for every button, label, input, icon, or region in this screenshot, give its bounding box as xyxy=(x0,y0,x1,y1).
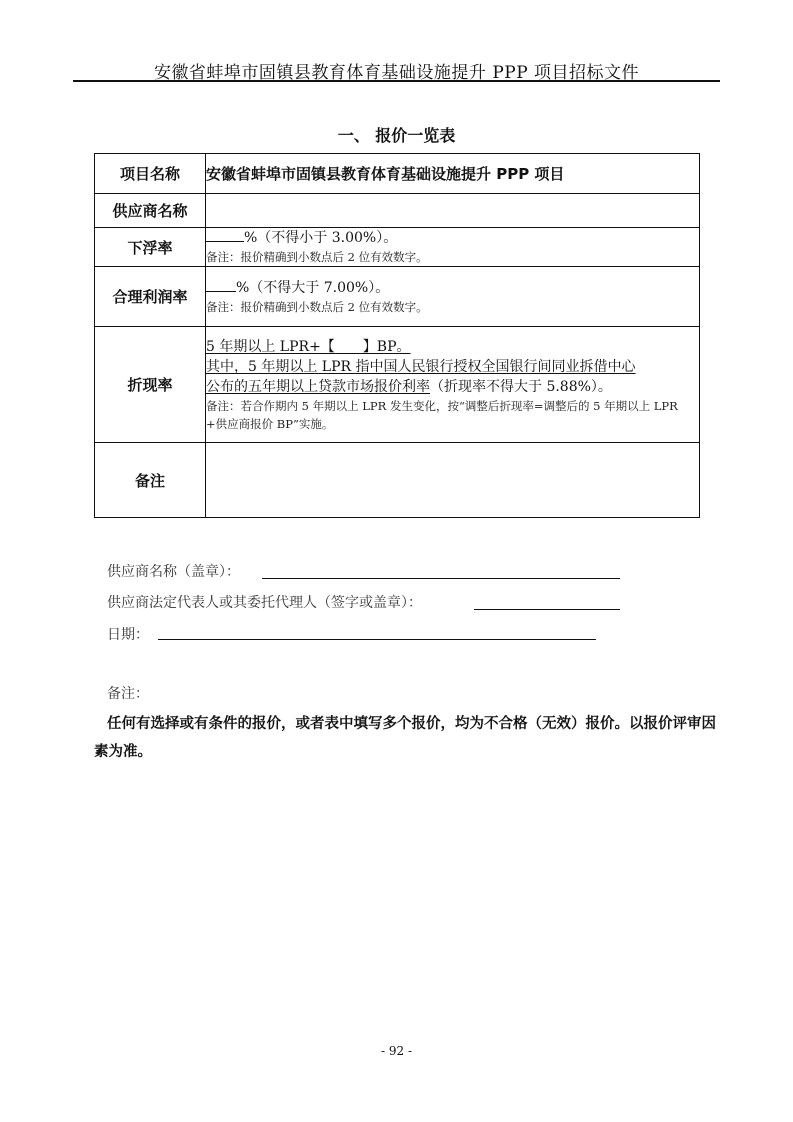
representative-label: 供应商法定代表人或其委托代理人（签字或盖章）： xyxy=(107,595,422,611)
float-rate-cell xyxy=(206,228,700,267)
row-profit-rate xyxy=(95,267,700,327)
page-header-title: 安徽省蚌埠市固镇县教育体育基础设施提升 PPP 项目招标文件 xyxy=(153,63,640,83)
supplier-name-field[interactable] xyxy=(206,194,700,228)
profit-rate-text: %（不得大于 7.00%）。 xyxy=(236,279,390,296)
supplier-name-label: 供应商名称 xyxy=(95,194,206,228)
profit-rate-note: 备注：报价精确到小数点后 2 位有效数字。 xyxy=(206,299,428,314)
section-title: 一、 报价一览表 xyxy=(337,126,456,145)
page-number: - 92 - xyxy=(380,1044,412,1058)
float-rate-blank[interactable] xyxy=(206,229,244,242)
float-rate-note: 备注：报价精确到小数点后 2 位有效数字。 xyxy=(206,250,428,264)
discount-rate-cell xyxy=(206,327,700,443)
row-remarks xyxy=(95,443,700,518)
project-name-label: 项目名称 xyxy=(95,154,206,194)
discount-note: 备注：若合作期内 5 年期以上 LPR 发生变化，按“调整后折现率=调整后的 5 年期以上 LPR +供应商报价 BP”实施。 xyxy=(206,398,678,431)
supplier-seal-label: 供应商名称（盖章）： xyxy=(107,564,240,580)
profit-rate-cell xyxy=(206,267,700,327)
remarks-text: 任何有选择或有条件的报价，或者表中填写多个报价，均为不合格（无效）报价。以报价评审因素为准。 xyxy=(94,716,716,760)
discount-line-3b: （折现率不得大于 5.88%）。 xyxy=(430,378,612,395)
row-float-rate xyxy=(95,228,700,267)
profit-rate-label: 合理利润率 xyxy=(95,267,206,327)
project-name-value: 安徽省蚌埠市固镇县教育体育基础设施提升 PPP 项目 xyxy=(206,154,700,194)
discount-line-2: 其中，5 年期以上 LPR 指中国人民银行授权全国银行间同业拆借中心 xyxy=(206,358,636,375)
row-project-name xyxy=(95,154,700,194)
representative-line[interactable] xyxy=(474,609,620,610)
remarks-heading: 备注： xyxy=(107,686,149,702)
discount-line-1: 5 年期以上 LPR+【 】BP。 xyxy=(206,338,411,355)
date-label: 日期： xyxy=(107,627,149,643)
discount-rate-label: 折现率 xyxy=(95,327,206,443)
header-rule xyxy=(73,80,720,82)
profit-rate-blank[interactable] xyxy=(206,279,236,292)
supplier-seal-line[interactable] xyxy=(262,578,620,579)
float-rate-label: 下浮率 xyxy=(95,228,206,267)
remarks-field[interactable] xyxy=(206,443,700,518)
date-line[interactable] xyxy=(158,639,596,640)
row-supplier-name xyxy=(95,194,700,228)
quote-summary-table xyxy=(94,153,700,518)
remarks-label: 备注 xyxy=(95,443,206,518)
float-rate-text: %（不得小于 3.00%）。 xyxy=(244,230,398,246)
row-discount-rate xyxy=(95,327,700,443)
discount-line-3a: 公布的五年期以上贷款市场报价利率 xyxy=(206,378,430,395)
